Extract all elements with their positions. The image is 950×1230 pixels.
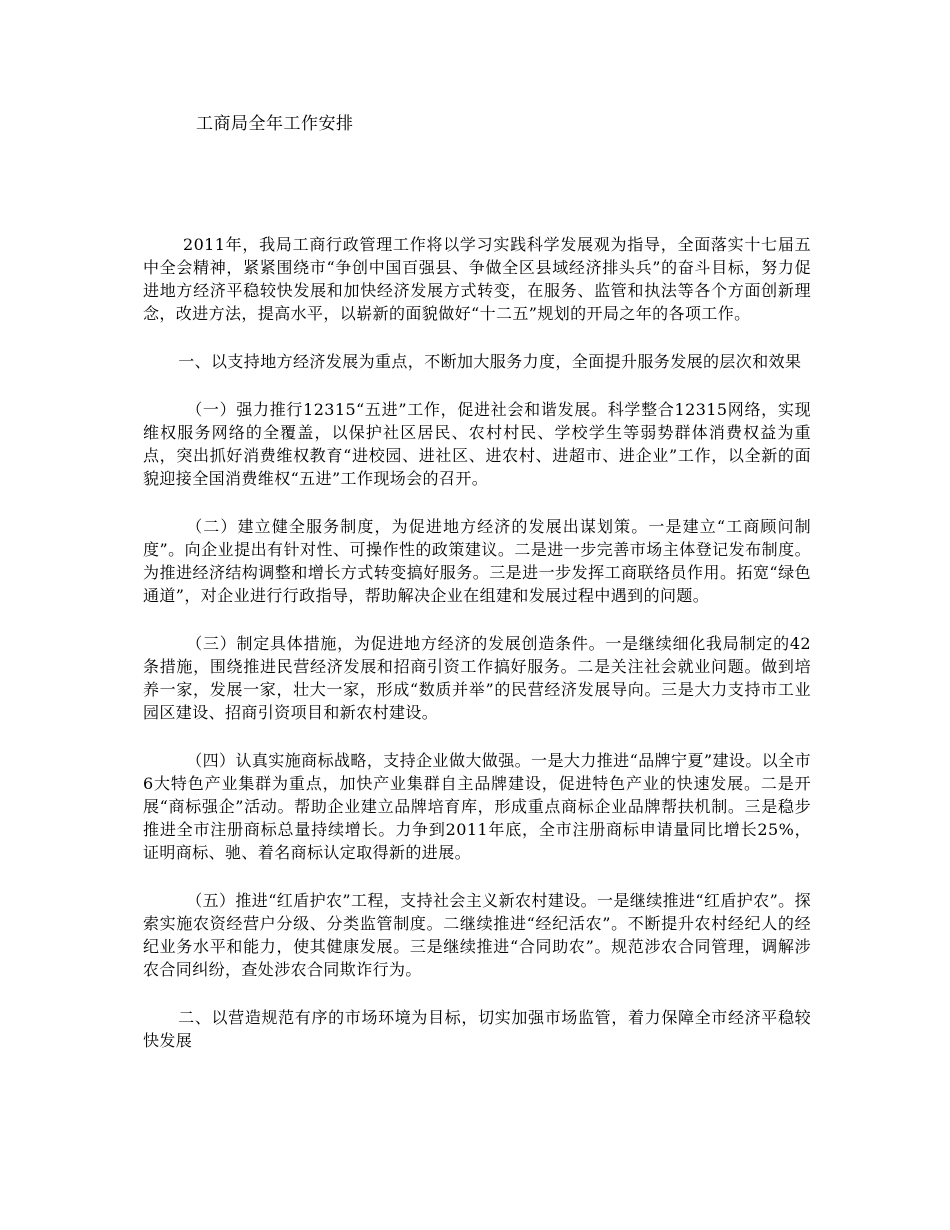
section-1-heading: 一、以支持地方经济发展为重点，不断加大服务力度，全面提升服务发展的层次和效果 — [178, 352, 802, 371]
section-1-item-3: （三）制定具体措施，为促进地方经济的发展创造条件。一是继续细化我局制定的42条措施，围绕推进民营经济发展和招商引资工作搞好服务。二是关注社会就业问题。做到培养一家，发展一家，壮大一家，形成“数质并举”的民营经济发展导向。三是大力支持市工业园区建设、招商引资项目和新农村建设。 — [143, 634, 811, 722]
section-1-item-1: （一）强力推行12315“五进”工作，促进社会和谐发展。科学整合12315网络，实现维权服务网络的全覆盖，以保护社区居民、农村村民、学校学生等弱势群体消费权益为重点，突出抓好消费维权教育“进校园、进社区、进农村、进超市、进企业”工作，以全新的面貌迎接全国消费维权“五进”工作现场会的召开。 — [143, 400, 811, 488]
section-1-item-4: （四）认真实施商标战略，支持企业做大做强。一是大力推进“品牌宁夏”建设。以全市6大特色产业集群为重点，加快产业集群自主品牌建设，促进特色产业的快速发展。二是开展“商标强企”活动。帮助企业建立品牌培育库，形成重点商标企业品牌帮扶机制。三是稳步推进全市注册商标总量持续增长。力争到2011年底，全市注册商标申请量同比增长25%，证明商标、驰、着名商标认定取得新的进展。 — [143, 751, 811, 862]
intro-paragraph: 2011年，我局工商行政管理工作将以学习实践科学发展观为指导，全面落实十七届五中全会精神，紧紧围绕市“争创中国百强县、争做全区县域经济排头兵”的奋斗目标，努力促进地方经济平稳较快发展和加快经济发展方式转变，在服务、监管和执法等各个方面创新理念，改进方法，提高水平，以崭新的面貌做好“十二五”规划的开局之年的各项工作。 — [143, 235, 811, 323]
section-1-item-2: （二）建立健全服务制度，为促进地方经济的发展出谋划策。一是建立“工商顾问制度”。向企业提出有针对性、可操作性的政策建议。二是进一步完善市场主体登记发布制度。为推进经济结构调整和增长方式转变搞好服务。三是进一步发挥工商联络员作用。拓宽“绿色通道”，对企业进行行政指导，帮助解决企业在组建和发展过程中遇到的问题。 — [143, 517, 811, 605]
document-body — [143, 233, 811, 1077]
document-title: 工商局全年工作安排 — [196, 114, 354, 134]
section-2-heading: 二、以营造规范有序的市场环境为目标，切实加强市场监管，着力保障全市经济平稳较快发展 — [143, 1008, 811, 1050]
section-1-item-5: （五）推进“红盾护农”工程，支持社会主义新农村建设。一是继续推进“红盾护农”。探索实施农资经营户分级、分类监管制度。二继续推进“经纪活农”。不断提升农村经纪人的经纪业务水平和能力，使其健康发展。三是继续推进“合同助农”。规范涉农合同管理，调解涉农合同纠纷，查处涉农合同欺诈行为。 — [143, 891, 811, 979]
